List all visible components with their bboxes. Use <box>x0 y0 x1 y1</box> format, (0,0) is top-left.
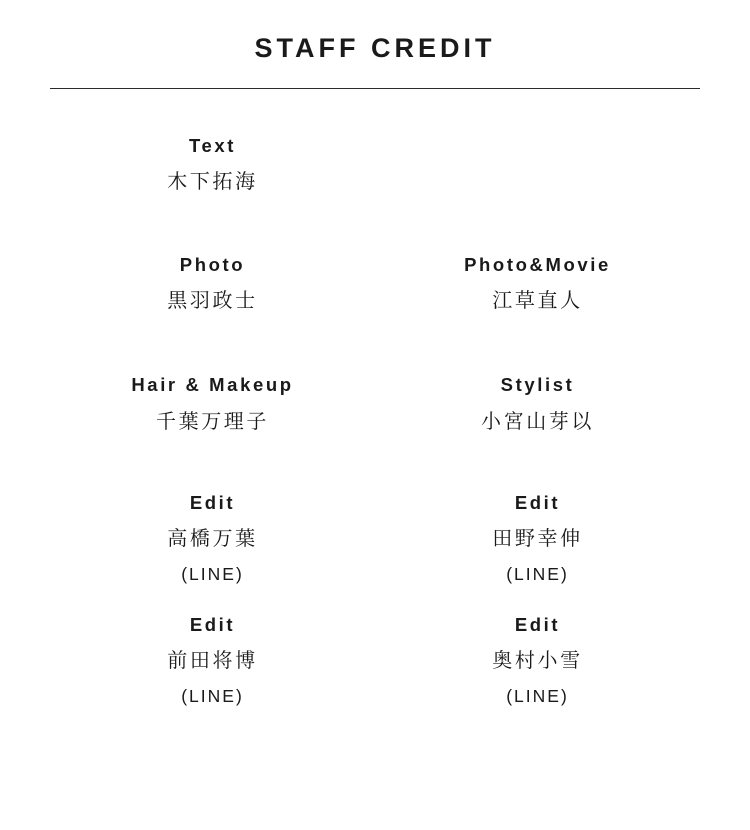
credit-name: 黒羽政士 <box>167 290 258 313</box>
credit-role: Edit <box>189 491 236 513</box>
credit-name: 高橋万葉 <box>167 527 258 550</box>
credit-row <box>50 374 700 433</box>
credit-entry <box>50 135 375 194</box>
credit-note: (LINE) <box>506 563 569 584</box>
spacer <box>50 107 700 135</box>
credit-role: Text <box>188 135 237 156</box>
credit-role: Stylist <box>500 374 575 396</box>
spacer <box>50 194 700 254</box>
credit-entry <box>50 374 375 433</box>
spacer <box>50 313 700 374</box>
credit-row <box>50 135 700 194</box>
credit-name: 江草直人 <box>492 290 583 313</box>
credit-entry <box>375 614 700 707</box>
spacer <box>50 585 700 614</box>
credit-name: 奥村小雪 <box>492 649 583 672</box>
credit-row <box>50 614 700 707</box>
credit-role: Photo <box>179 254 246 276</box>
page-title: STAFF CREDIT <box>254 33 496 63</box>
credit-name: 千葉万理子 <box>156 410 269 433</box>
credit-entry <box>375 374 700 433</box>
credit-grid <box>50 89 700 707</box>
credit-entry <box>375 135 700 194</box>
credit-note: (LINE) <box>506 685 569 706</box>
credit-entry <box>375 254 700 313</box>
credit-role: Photo&Movie <box>464 254 611 276</box>
credit-name: 前田将博 <box>167 649 258 672</box>
credit-entry <box>50 614 375 707</box>
credit-note: (LINE) <box>181 563 244 584</box>
credit-entry <box>50 492 375 585</box>
credit-role: Edit <box>189 613 236 635</box>
credit-entry <box>50 254 375 313</box>
credit-note: (LINE) <box>181 685 244 706</box>
credit-row <box>50 254 700 313</box>
credit-role: Edit <box>514 613 561 635</box>
credit-entry <box>375 492 700 585</box>
credit-name: 田野幸伸 <box>492 527 583 550</box>
credit-name: 木下拓海 <box>167 171 258 194</box>
credit-row <box>50 492 700 585</box>
spacer <box>50 434 700 492</box>
credit-role: Hair & Makeup <box>131 374 294 396</box>
credit-name: 小宮山芽以 <box>481 410 594 433</box>
credit-role: Edit <box>514 491 561 513</box>
